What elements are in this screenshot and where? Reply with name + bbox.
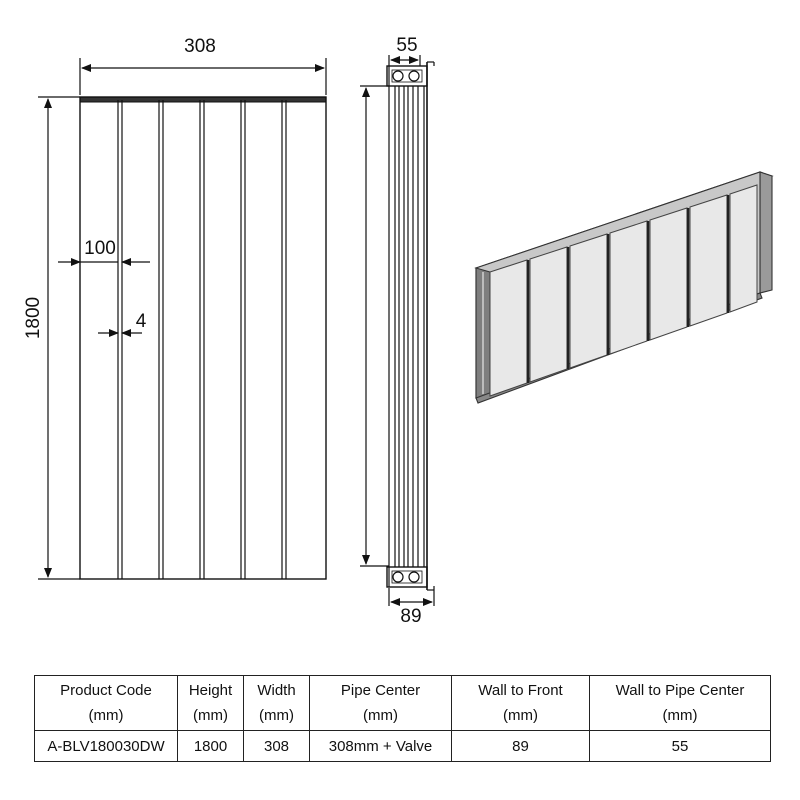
height-dimension	[38, 97, 80, 579]
header-wall-to-front: Wall to Front (mm)	[452, 676, 590, 731]
side-view	[387, 62, 434, 590]
front-top-bar	[80, 97, 326, 102]
wall-to-pipe-dimension	[389, 55, 420, 66]
front-frame	[80, 97, 326, 579]
spacing-label: 100	[84, 238, 116, 259]
wall-to-pipe-label: 55	[396, 35, 418, 56]
iso-panels	[490, 185, 757, 396]
cell-product-code: A-BLV180030DW	[35, 731, 178, 762]
header-pipe-center: Pipe Center (mm)	[310, 676, 452, 731]
front-view	[80, 97, 326, 579]
header-wall-to-pipe-center: Wall to Pipe Center (mm)	[590, 676, 771, 731]
header-width: Width (mm)	[244, 676, 310, 731]
cell-wall-to-pipe-center: 55	[590, 731, 771, 762]
height-label: 1800	[23, 296, 44, 340]
cell-wall-to-front: 89	[452, 731, 590, 762]
cell-width: 308	[244, 731, 310, 762]
header-product-code: Product Code (mm)	[35, 676, 178, 731]
gap-label: 4	[135, 311, 147, 332]
panel-gaps	[118, 100, 286, 579]
cell-height: 1800	[178, 731, 244, 762]
width-dimension	[80, 58, 326, 95]
wall-to-front-label: 89	[400, 606, 422, 627]
table-row	[35, 731, 771, 762]
header-height: Height (mm)	[178, 676, 244, 731]
spec-table	[34, 675, 771, 762]
isometric-view	[476, 172, 772, 403]
wall-to-front-dimension	[389, 588, 434, 606]
cell-pipe-center: 308mm + Valve	[310, 731, 452, 762]
width-label: 308	[184, 36, 216, 57]
spec-table-header-row	[35, 676, 771, 731]
pipe-center-dimension	[360, 86, 389, 566]
